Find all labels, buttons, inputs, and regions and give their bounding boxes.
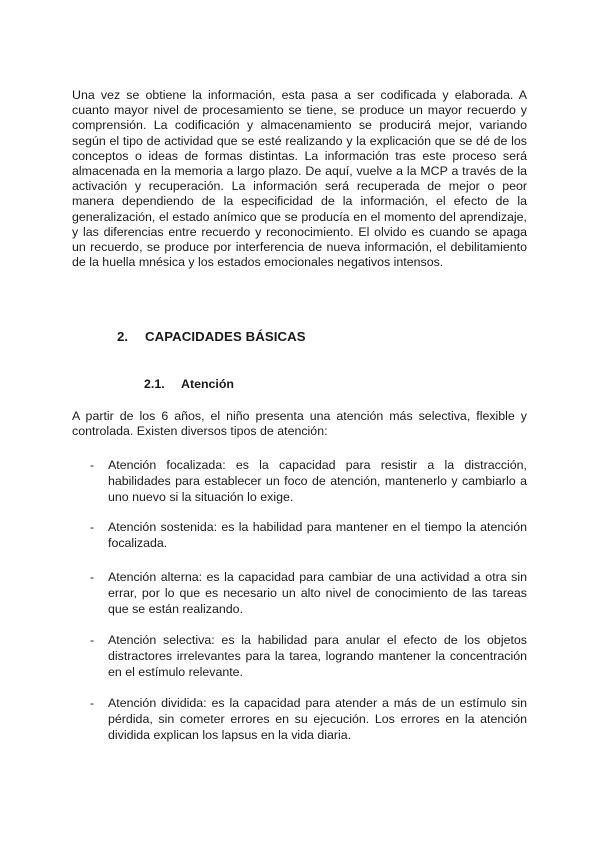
section-heading [117,329,306,344]
section-number: 2. [117,329,129,344]
subsection-heading [144,377,234,391]
bullet-dash: - [90,458,95,472]
attention-intro-paragraph: A partir de los 6 años, el niño presenta una atención más selectiva, flexible y controlada. Existen diversos tipos de atención: [72,409,527,439]
subsection-number: 2.1. [144,377,165,391]
list-item [90,570,527,617]
section-title: CAPACIDADES BÁSICAS [145,329,306,344]
bullet-dash: - [90,633,95,647]
bullet-dash: - [90,696,95,710]
bullet-dash: - [90,520,95,534]
subsection-title: Atención [181,377,235,391]
list-item [90,696,527,743]
list-item-text: Atención dividida: es la capacidad para atender a más de un estímulo sin pérdida, sin cometer errores en su ejecución. Los errores en la atención dividida explican los lapsus en la vida diaria. [108,696,527,742]
list-item-text: Atención alterna: es la capacidad para cambiar de una actividad a otra sin errar, por lo que es necesario un alto nivel de conocimiento de las tareas que se están realizando. [108,570,527,616]
list-item-text: Atención focalizada: es la capacidad para resistir a la distracción, habilidades para establecer un foco de atención, mantenerlo y cambiarlo a uno nuevo si la situación lo exige. [108,458,527,504]
intro-paragraph: Una vez se obtiene la información, esta pasa a ser codificada y elaborada. A cuanto mayor nivel de procesamiento se tiene, se produce un mayor recuerdo y comprensión. La codificación y almacenamiento se producirá mejor, variando según el tipo de actividad que se esté realizando y la explicación que se dé de los conceptos o ideas de formas distintas. La información tras este proceso será almacenada en la memoria a largo plazo. De aquí, vuelve a la MCP a través de la activación y recuperación. La información será recuperada de mejor o peor manera dependiendo de la especificidad de la información, el efecto de la generalización, el estado anímico que se producía en el momento del aprendizaje, y las diferencias entre recuerdo y reconocimiento. El olvido es cuando se apaga un recuerdo, se produce por interferencia de nueva información, el debilitamiento de la huella mnésica y los estados emocionales negativos intensos. [72,88,527,270]
bullet-dash: - [90,570,95,584]
list-item-text: Atención selectiva: es la habilidad para anular el efecto de los objetos distractores irrelevantes para la tarea, logrando mantener la concentración en el estímulo relevante. [108,633,527,679]
list-item [90,458,527,505]
list-item-text: Atención sostenida: es la habilidad para mantener en el tiempo la atención focalizada. [108,520,527,550]
list-item [90,520,527,552]
list-item [90,633,527,680]
